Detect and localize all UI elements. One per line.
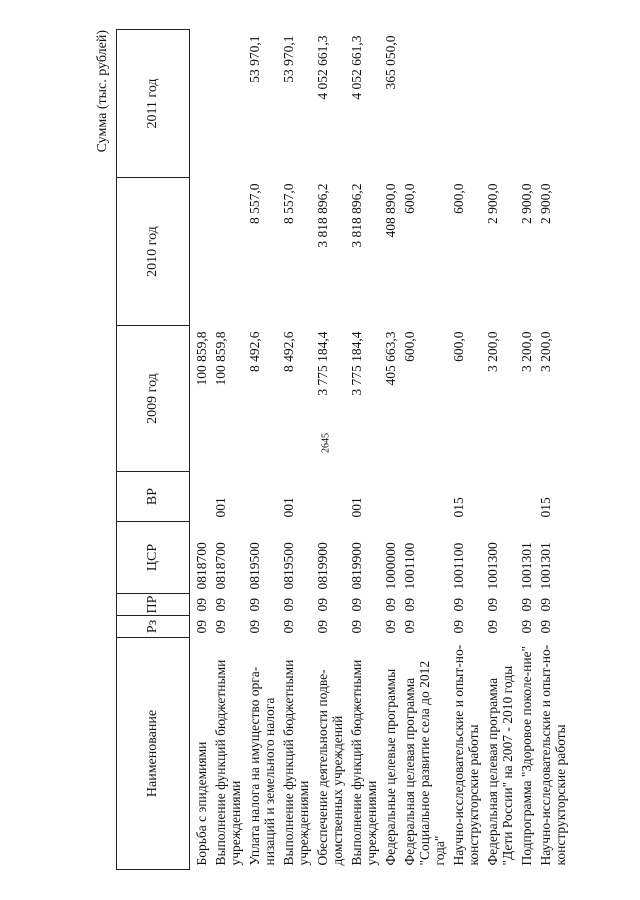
cell-2010: 2 900,0 [538,183,553,224]
cell-pr: 09 [281,598,296,612]
table-row [245,30,279,870]
cell-2011 [536,30,570,178]
cell-2011: 53 970,1 [281,35,296,83]
cell-2009: 405 663,3 [383,331,398,386]
cell-rz: 09 [213,620,228,634]
table-row [279,30,313,870]
cell-2009: 3 775 184,4 [315,331,330,396]
cell-2009: 8 492,6 [247,331,262,372]
cell-name: Федеральная целевая программа "Социальное развитие села до 2012 года" [402,660,447,866]
cell-2009: 3 200,0 [485,331,500,372]
cell-rz: 09 [451,620,466,634]
table-row [449,30,483,870]
cell-rz: 09 [383,620,398,634]
cell-pr: 09 [213,598,228,612]
table-row [517,30,536,870]
cell-2009: 3 200,0 [538,331,553,372]
table-row [483,30,517,870]
cell-name: Научно-исследовательские и опыт-но-конструкторские работы [451,644,481,866]
cell-csr: 1001300 [485,542,500,590]
cell-pr: 09 [519,598,534,612]
cell-2009: 600,0 [451,331,466,362]
cell-vr [245,472,279,522]
cell-vr: 001 [281,497,296,518]
cell-name: Выполнение функций бюджетными учреждениями [213,659,243,866]
cell-2009: 3 775 184,4 [349,331,364,396]
cell-rz: 09 [538,620,553,634]
cell-rz: 09 [281,620,296,634]
cell-2009: 100 859,8 [194,331,209,386]
cell-pr: 09 [451,598,466,612]
table-body [190,30,571,870]
table-row [536,30,570,870]
rotated-page [90,30,600,870]
cell-name: Федеральная целевая программа "Дети России" на 2007 - 2010 годы [485,665,515,866]
cell-csr: 0819900 [315,542,330,590]
cell-csr: 1001100 [451,542,466,590]
header-name: Наименование [117,638,190,870]
cell-2010: 8 557,0 [281,183,296,224]
budget-table [116,29,570,870]
header-2011: 2011 год [117,30,190,178]
cell-2011: 365 050,0 [383,35,398,90]
cell-2010: 3 818 896,2 [315,183,330,248]
cell-2011 [211,30,245,178]
header-2010: 2010 год [117,178,190,326]
cell-2010: 408 890,0 [383,183,398,238]
cell-pr: 09 [383,598,398,612]
cell-csr: 1001100 [402,542,417,590]
cell-pr: 09 [349,598,364,612]
cell-2011 [190,30,212,178]
table-header-row [117,30,190,870]
cell-pr: 09 [402,598,417,612]
cell-2011: 4 052 661,3 [315,35,330,100]
cell-pr: 09 [194,598,209,612]
cell-pr: 09 [247,598,262,612]
page-number: 2645 [320,433,332,453]
cell-2011 [449,30,483,178]
cell-name: Научно-исследовательские и опыт-но-конструкторские работы [538,644,568,866]
cell-csr: 0819500 [281,542,296,590]
cell-2010 [190,178,212,326]
cell-pr: 09 [485,598,500,612]
cell-vr: 015 [538,497,553,518]
cell-2011 [517,30,536,178]
cell-2010: 8 557,0 [247,183,262,224]
cell-2011: 4 052 661,3 [349,35,364,100]
cell-2009: 3 200,0 [519,331,534,372]
cell-2010: 2 900,0 [485,183,500,224]
header-rz: Рз [117,616,190,638]
cell-2010: 600,0 [402,183,417,214]
cell-2011: 53 970,1 [247,35,262,83]
cell-rz: 09 [315,620,330,634]
cell-2010: 600,0 [451,183,466,214]
units-label: Сумма (тыс. рублей) [95,30,110,153]
table-row [381,30,400,870]
cell-2011 [400,30,449,178]
cell-vr: 015 [451,497,466,518]
cell-name: Выполнение функций бюджетными учреждениями [281,659,311,866]
cell-vr [190,472,212,522]
cell-csr: 0818700 [194,542,209,590]
cell-vr [517,472,536,522]
cell-csr: 1000000 [383,542,398,590]
cell-csr: 1001301 [538,542,553,590]
cell-csr: 0819900 [349,542,364,590]
cell-pr: 09 [538,598,553,612]
cell-csr: 1001301 [519,542,534,590]
cell-vr: 001 [213,497,228,518]
cell-vr [400,472,449,522]
cell-csr: 0818700 [213,542,228,590]
header-csr: ЦСР [117,522,190,594]
cell-csr: 0819500 [247,542,262,590]
cell-rz: 09 [519,620,534,634]
table-row [190,30,212,870]
cell-name: Обеспечение деятельности подве-домственных учреждений [315,669,345,866]
table-row [400,30,449,870]
table-row [347,30,381,870]
cell-pr: 09 [315,598,330,612]
cell-rz: 09 [349,620,364,634]
cell-2010: 3 818 896,2 [349,183,364,248]
cell-name: Подпрограмма "Здоровое поколе-ние" [519,645,534,866]
table-row [313,30,347,870]
table-row [211,30,245,870]
cell-2010 [211,178,245,326]
header-vr: ВР [117,472,190,522]
cell-2009: 100 859,8 [213,331,228,386]
cell-vr [313,472,347,522]
cell-rz: 09 [194,620,209,634]
cell-name: Уплата налога на имущество орга-низаций и земельного налога [247,666,277,866]
cell-rz: 09 [247,620,262,634]
cell-rz: 09 [485,620,500,634]
cell-2009: 600,0 [402,331,417,362]
cell-2009: 8 492,6 [281,331,296,372]
cell-2011 [483,30,517,178]
cell-2010: 2 900,0 [519,183,534,224]
cell-name: Федеральные целевые программы [383,668,398,866]
header-pr: ПР [117,594,190,616]
cell-vr [483,472,517,522]
cell-vr [381,472,400,522]
cell-name: Выполнение функций бюджетными учреждениями [349,659,379,866]
cell-rz: 09 [402,620,417,634]
cell-vr: 001 [349,497,364,518]
cell-name: Борьба с эпидемиями [194,741,209,866]
header-2009: 2009 год [117,326,190,472]
